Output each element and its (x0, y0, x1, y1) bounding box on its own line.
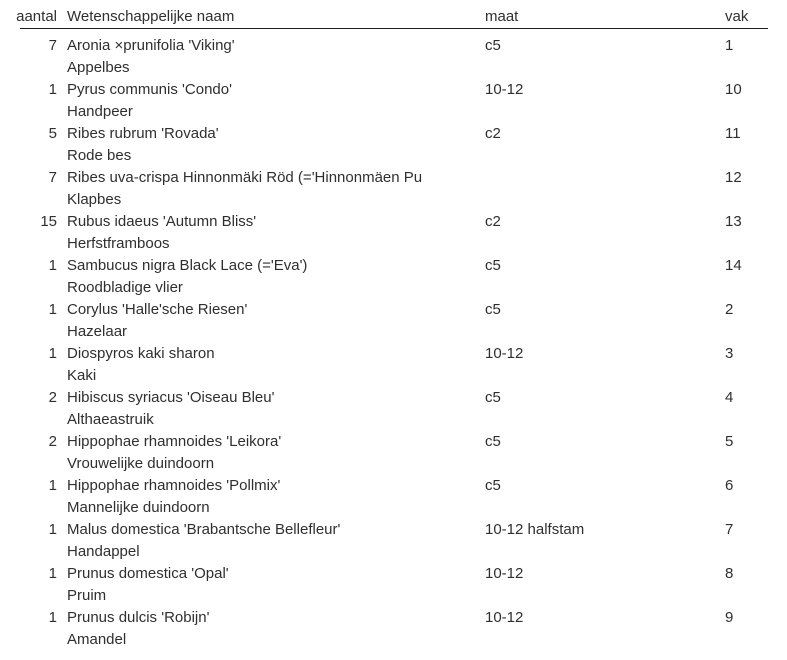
header-aantal: aantal (16, 8, 57, 25)
scientific-name: Diospyros kaki sharon (67, 345, 215, 362)
scientific-name: Malus domestica 'Brabantsche Bellefleur' (67, 521, 341, 538)
common-name: Roodbladige vlier (67, 279, 183, 296)
cell-naam (67, 519, 475, 563)
cell-naam (67, 79, 475, 123)
common-name: Amandel (67, 631, 127, 648)
cell-maat: c5 (485, 477, 501, 494)
cell-aantal: 1 (48, 565, 57, 582)
cell-vak: 6 (725, 477, 734, 494)
common-name: Handappel (67, 543, 140, 560)
common-name: Appelbes (67, 59, 130, 76)
cell-aantal: 7 (48, 169, 57, 186)
cell-naam (67, 387, 475, 431)
scientific-name: Pyrus communis 'Condo' (67, 81, 232, 98)
table-row (0, 211, 787, 255)
cell-maat: c5 (485, 389, 501, 406)
cell-vak: 12 (725, 169, 742, 186)
cell-aantal: 5 (48, 125, 57, 142)
common-name: Handpeer (67, 103, 133, 120)
cell-vak: 8 (725, 565, 734, 582)
cell-maat: 10-12 (485, 609, 524, 626)
common-name: Kaki (67, 367, 97, 384)
cell-maat: c5 (485, 257, 501, 274)
scientific-name: Prunus dulcis 'Robijn' (67, 609, 210, 626)
scientific-name: Aronia ×prunifolia 'Viking' (67, 37, 235, 54)
cell-aantal: 1 (48, 257, 57, 274)
table-row (0, 431, 787, 475)
common-name: Mannelijke duindoorn (67, 499, 210, 516)
cell-naam (67, 607, 475, 651)
table-row (0, 607, 787, 651)
common-name: Klapbes (67, 191, 122, 208)
header-divider-line (20, 28, 768, 29)
table-row (0, 35, 787, 79)
scientific-name: Ribes rubrum 'Rovada' (67, 125, 219, 142)
cell-aantal: 1 (48, 477, 57, 494)
cell-aantal: 1 (48, 609, 57, 626)
cell-maat: c5 (485, 37, 501, 54)
common-name: Herfstframboos (67, 235, 170, 252)
table-row (0, 167, 787, 211)
cell-aantal: 1 (48, 81, 57, 98)
cell-vak: 7 (725, 521, 734, 538)
cell-aantal: 15 (40, 213, 57, 230)
cell-maat: 10-12 halfstam (485, 521, 585, 538)
cell-naam (67, 431, 475, 475)
cell-vak: 5 (725, 433, 734, 450)
cell-maat: c5 (485, 433, 501, 450)
cell-maat: 10-12 (485, 565, 524, 582)
header-wetenschappelijke-naam: Wetenschappelijke naam (67, 8, 235, 25)
cell-naam (67, 563, 475, 607)
cell-vak: 13 (725, 213, 742, 230)
table-header-row (0, 6, 787, 28)
table-row (0, 299, 787, 343)
cell-maat: 10-12 (485, 81, 524, 98)
table-row (0, 387, 787, 431)
scientific-name: Hippophae rhamnoides 'Leikora' (67, 433, 282, 450)
cell-naam (67, 35, 475, 79)
common-name: Hazelaar (67, 323, 128, 340)
common-name: Althaeastruik (67, 411, 154, 428)
cell-maat: c2 (485, 125, 501, 142)
header-maat: maat (485, 8, 519, 25)
cell-naam (67, 211, 475, 255)
cell-maat: 10-12 (485, 345, 524, 362)
cell-aantal: 1 (48, 345, 57, 362)
cell-naam (67, 255, 475, 299)
cell-vak: 1 (725, 37, 734, 54)
common-name: Vrouwelijke duindoorn (67, 455, 215, 472)
header-vak: vak (725, 8, 749, 25)
table-row (0, 79, 787, 123)
cell-naam (67, 123, 475, 167)
cell-maat: c5 (485, 301, 501, 318)
scientific-name: Corylus 'Halle'sche Riesen' (67, 301, 248, 318)
table-row (0, 255, 787, 299)
cell-vak: 3 (725, 345, 734, 362)
cell-aantal: 7 (48, 37, 57, 54)
cell-vak: 9 (725, 609, 734, 626)
cell-vak: 14 (725, 257, 742, 274)
cell-maat: c2 (485, 213, 501, 230)
scientific-name: Ribes uva-crispa Hinnonmäki Röd (='Hinnonmäen Pu (67, 169, 423, 186)
cell-naam (67, 167, 475, 211)
table-row (0, 475, 787, 519)
cell-naam (67, 299, 475, 343)
cell-vak: 4 (725, 389, 734, 406)
cell-naam (67, 475, 475, 519)
scientific-name: Hibiscus syriacus 'Oiseau Bleu' (67, 389, 275, 406)
cell-aantal: 2 (48, 389, 57, 406)
table-row (0, 563, 787, 607)
scientific-name: Hippophae rhamnoides 'Pollmix' (67, 477, 281, 494)
cell-aantal: 1 (48, 301, 57, 318)
cell-vak: 11 (725, 125, 741, 142)
cell-vak: 10 (725, 81, 742, 98)
cell-aantal: 2 (48, 433, 57, 450)
common-name: Pruim (67, 587, 107, 604)
table-row (0, 519, 787, 563)
cell-naam (67, 343, 475, 387)
table-rows (0, 35, 787, 651)
cell-aantal: 1 (48, 521, 57, 538)
scientific-name: Prunus domestica 'Opal' (67, 565, 229, 582)
cell-vak: 2 (725, 301, 734, 318)
scientific-name: Sambucus nigra Black Lace (='Eva') (67, 257, 308, 274)
table-row (0, 123, 787, 167)
scientific-name: Rubus idaeus 'Autumn Bliss' (67, 213, 257, 230)
common-name: Rode bes (67, 147, 132, 164)
table-row (0, 343, 787, 387)
